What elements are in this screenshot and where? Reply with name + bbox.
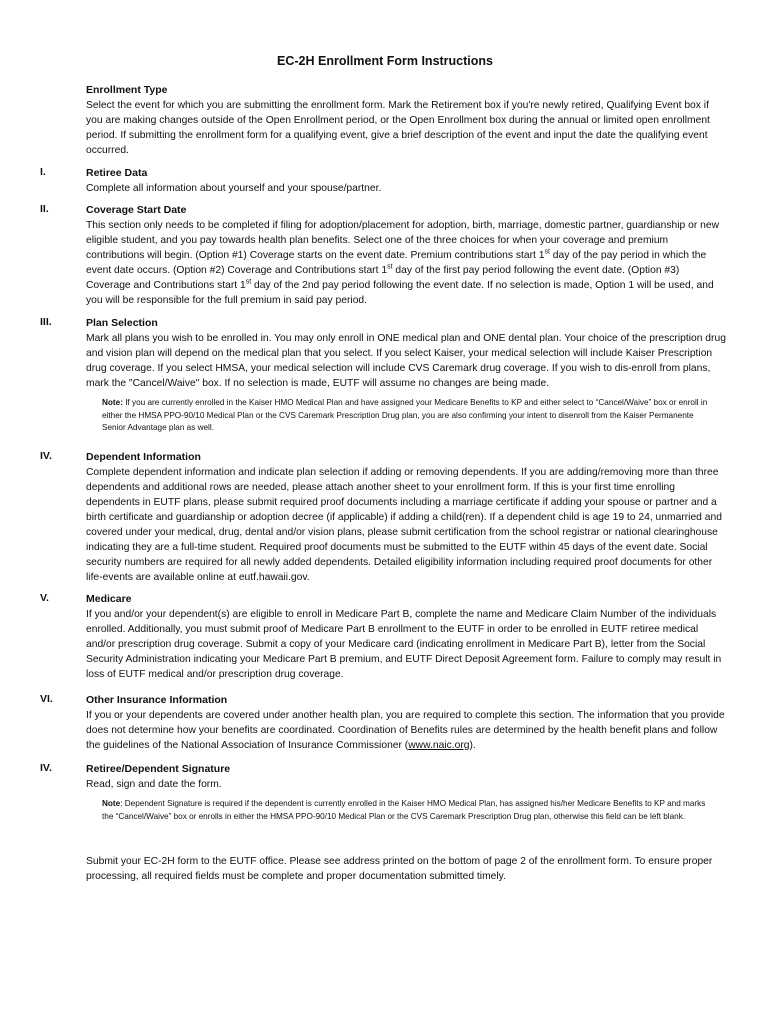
section-numeral: V. [40,592,49,604]
section-heading: Medicare [86,593,132,605]
section-body: This section only needs to be completed if filing for adoption/placement for adoption, birth, marriage, domestic partner, guardianship or new eligible student, and you pay towards health plan benefits. Select one of the three choices for when your coverage and premium contributions will begin. (Option #1) Coverage starts on the event date. Premium contributions start 1st day of the pay period in which the event date occurs. (Option #2) Coverage and Contributions start 1st day of the first pay period following the event date. (Option #3) Coverage and Contributions start 1st day of the 2nd pay period following the event date. If no selection is made, Option 1 will be used, and you will be responsible for the full premium in said pay period. [86,220,720,306]
section-heading: Enrollment Type [86,84,168,96]
section-heading: Retiree/Dependent Signature [86,763,231,775]
naic-link[interactable]: www.naic.org [408,740,470,751]
section-body: Complete dependent information and indicate plan selection if adding or removing dependents. If you are adding/removing more than three dependents and additional rows are needed, please attach another sheet to your enrollment form. If this is your first time enrolling dependents in EUTF plans, please submit required proof documents including a marriage certificate if adding your spouse or partner and a birth certificate and guardianship or adoption decree (if applicable) if adding a child(ren). If a dependent child is age 19 to 24, unmarried and covered under your medical, drug, dental and/or vision plans, please submit certification from the school registrar or national clearinghouse indicating they are a full-time student. Required proof documents must be submitted to the EUTF within 45 days of the event date. Social security numbers are required for all newly added dependents. Detailed eligibility information including required proof documents for other life-events are available online at eutf.hawaii.gov. [86,467,722,583]
section-heading: Plan Selection [86,317,158,329]
section-numeral: IV. [40,762,52,774]
section-note: Note: Dependent Signature is required if the dependent is currently enrolled in the Kaiser HMO Medical Plan, has assigned his/her Medicare Benefits to KP and marks the “Cancel/Waive” box or enrolls in either the HMSA PPO-90/10 Medical Plan or the CVS Caremark Prescription Drug plan, otherwise this field can be left blank. [102,799,706,821]
section-heading: Retiree Data [86,167,148,179]
section-body: If you or your dependents are covered under another health plan, you are required to complete this section. The information that you provide does not determine how your benefits are coordinated. Coordination of Benefits rules are determined by the health benefit plans and follow the guidelines of the National Association of Insurance Commissioner (www.naic.org). [86,710,725,751]
section-note: Note: If you are currently enrolled in the Kaiser HMO Medical Plan and have assigned your Medicare Benefits to KP and either select to “Cancel/Waive” box or enroll in either the HMSA PPO-90/10 Medical Plan or the CVS Caremark Prescription Drug plan, you are also confirming your intent to disenroll from the Kaiser Permanente Senior Advantage plan as well. [102,398,708,432]
section-numeral: IV. [40,450,52,462]
section-numeral: I. [40,166,46,178]
document-title: EC-2H Enrollment Form Instructions [277,54,493,68]
section-heading: Coverage Start Date [86,204,187,216]
section-body: Select the event for which you are submitting the enrollment form. Mark the Retirement box if you're newly retired, Qualifying Event box if you are making changes outside of the Open Enrollment period, or the Open Enrollment box during the annual or limited open enrollment period. If submitting the enrollment form for a qualifying event, give a brief description of the event and input the date the qualifying event occurred. [86,100,710,156]
section-body: Mark all plans you wish to be enrolled in. You may only enroll in ONE medical plan and ONE dental plan. Your choice of the prescription drug and vision plan will depend on the medical plan that you select. If you select Kaiser, your medical selection will include Kaiser Prescription drug coverage. If you select HMSA, your medical selection will include CVS Caremark drug coverage. If you wish to dis-enroll from plans, mark the "Cancel/Waive" box. If no selection is made, EUTF will assume no changes are being made. [86,333,726,389]
section-heading: Other Insurance Information [86,694,228,706]
section-body: Read, sign and date the form. [86,779,222,790]
submit-instructions: Submit your EC-2H form to the EUTF office. Please see address printed on the bottom of page 2 of the enrollment form. To ensure proper processing, all required fields must be complete and proper documentation submitted timely. [86,856,713,883]
section-numeral: II. [40,203,49,215]
section-body: If you and/or your dependent(s) are eligible to enroll in Medicare Part B, complete the name and Medicare Claim Number of the individuals enrolled. Additionally, you must submit proof of Medicare Part B enrollment to the EUTF in order to be enrolled in EUTF retiree medical and/or prescription drug coverage. Submit a copy of your Medicare card (indicating enrollment in Medicare Part B), letter from the Social Security Administration indicating your Medicare Part B premium, and EUTF Direct Deposit Agreement form. Failure to comply may result in loss of EUTF medical and/or prescription drug coverage. [86,609,722,680]
section-heading: Dependent Information [86,451,201,463]
section-numeral: VI. [40,693,53,705]
section-body: Complete all information about yourself and your spouse/partner. [86,183,382,194]
section-numeral: III. [40,316,52,328]
